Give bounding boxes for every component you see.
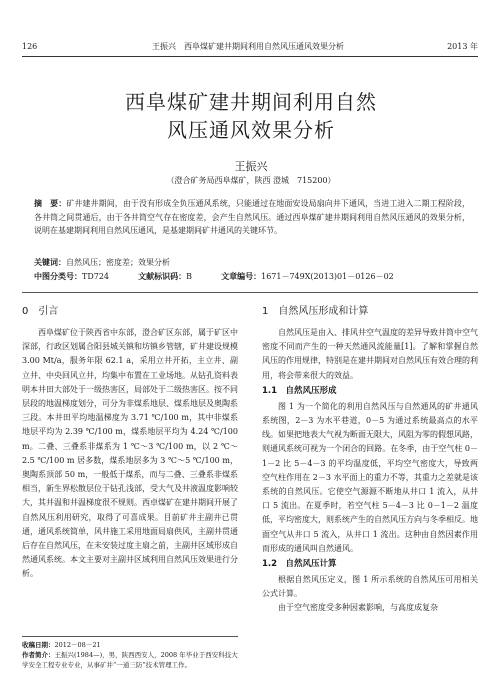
author-bio-value: 王振兴(1984—)，男，陕西西安人，2008 年毕业于西安科技大学安全工程专业专业，从事矿井“一通三防”技术管理工作。: [22, 651, 238, 669]
keywords-label: 关键词：: [34, 258, 66, 267]
received-value: 2012－08－21: [54, 641, 101, 649]
section-intro-paragraph: 自然风压是由入、排风井空气温度的差异导致井筒中空气密度不同而产生的一种天然通风流能量[1]。了解和掌握自然风压的作用规律，特别是在建井期间对自然风压有效合理的利用，将会带来很大的效益。: [262, 328, 478, 380]
publication-year: 2013 年: [447, 42, 478, 51]
article-title: [0, 88, 502, 144]
received-date: [22, 640, 238, 650]
abstract-text: 矿井建井期间，由于没有形成全负压通风系统，只能通过在地面安设局扇向井下通风，当进工进入二期工程阶段，各井筒之间贯通后，由于各井筒空气存在密度差，会产生自然风压。通过西阜煤矿建井期间利用自然风压通风的效果分析，说明在基建期间利用自然风压通风，是基建期间矿井通风的关键环节。: [34, 199, 471, 235]
title-line-1: 西阜煤矿建井期间利用自然: [125, 90, 377, 114]
author-bio-label: 作者简介：: [22, 651, 55, 659]
footnote: [22, 636, 238, 670]
running-header: [22, 40, 478, 54]
article-number-value: 1671－749X(2013)01－0126－02: [261, 272, 394, 281]
clc-value: TD724: [82, 272, 110, 281]
running-title: 王振兴 西阜煤矿建井期间利用自然风压通风效果分析: [152, 42, 344, 51]
abstract-divider: [22, 292, 478, 293]
classification-line: [34, 270, 470, 283]
subsection-heading-calculation: 1.2 自然风压计算: [262, 559, 337, 570]
author-affiliation: （澄合矿务局西阜煤矿，陕西 澄城 715200）: [166, 176, 336, 185]
section-heading-natural-pressure: 1 自然风压形成和计算: [262, 306, 369, 317]
page-number: 126: [22, 42, 38, 51]
right-column: [262, 304, 478, 616]
author-name: 王振兴: [234, 160, 268, 173]
author-bio: [22, 650, 238, 670]
keywords-text: 自然风压；密度差；效果分析: [66, 258, 170, 267]
left-column: [22, 304, 238, 582]
title-line-2: 风压通风效果分析: [167, 118, 335, 142]
doc-code-label: 文献标识码：: [138, 272, 187, 281]
header-divider: [22, 56, 478, 57]
formation-paragraph: 图 1 为一个简化的利用自然风压与自然通风的矿井通风系统图，2－3 为水平巷道，0－5 为通过系统最高点的水平线。如果把地表大气视为断面无限大，风阻为零的假想风路，则通风系统可视为一个闭合的回路。在冬季，由于空气柱 0－1－2 比 5－4－3 的平均温度低，平均空气密度大，导致两空气柱作用在 2－3 水平面上的重力不等，其重力之差就是该系统的自然风压。它使空气源源不断地从井口 1 流入，从井口 5 流出。在夏季时，若空气柱 5－4－3 比 0－1－2 温度低，平均密度大，则系统产生的自然风压方向与冬季相反。地面空气从井口 5 流入，从井口 1 流出。这种由自然因素作用而形成的通风叫自然通风。: [262, 401, 478, 553]
section-heading-introduction: 0 引言: [22, 306, 59, 317]
calculation-paragraph-2: 由于空气密度受多种因素影响，与高度成复杂: [278, 603, 438, 613]
received-label: 收稿日期：: [22, 641, 55, 649]
keywords: [34, 256, 470, 269]
abstract: [34, 197, 470, 238]
introduction-paragraph: 西阜煤矿位于陕西省中东部，澄合矿区东部，属于矿区中深部，行政区划属合阳县城关镇和坊镇乡管辖，矿井建设规模 3.00 Mt/a，服务年限 62.1 a，采用立井开拓，主立井、副立井、中央回风立井，均集中布置在工业场地。从钻孔资料表明本井田大部处于一级热害区，局部处于二级热害区。按不同层段的地温梯度划分，可分为非煤系地层、煤系地层及奥陶系三段。本井田平均地温梯度为 3.71 ℃/100 m，其中非煤系地层平均为 2.39 ℃/100 m，煤系地层平均为 4.24 ℃/100 m。二叠、三叠系非煤系为 1 ℃～3 ℃/100 m，以 2 ℃～2.5 ℃/100 m 居多数，煤系地层多为 3 ℃～5 ℃/100 m，奥陶系顶部 50 m，一般低于煤系，而与二叠、三叠系非煤系相当，新生界松散层位于钻孔浅部，受大气及井液温度影响较大，其井温和井温梯度很不规则。西卓煤矿在建井期间开展了自然风压利用研究，取得了可喜成果。目前矿井主副井已贯通，通风系统简单，风井施工采用地面局扇供风，主副井贯通后存在自然风压，在未安装过度主扇之前，主副井区域形成自然通风系统。本文主要对主副井区域利用自然风压效果进行分析。: [22, 328, 238, 579]
clc-label: 中图分类号：: [34, 272, 82, 281]
abstract-label: 摘 要：: [34, 199, 67, 208]
calculation-paragraph: 根据自然风压定义，图 1 所示系统的自然风压可用相关公式计算。: [262, 575, 478, 599]
subsection-heading-formation: 1.1 自然风压形成: [262, 385, 337, 396]
article-number-label: 文章编号：: [221, 272, 262, 281]
doc-code-value: B: [186, 272, 193, 281]
